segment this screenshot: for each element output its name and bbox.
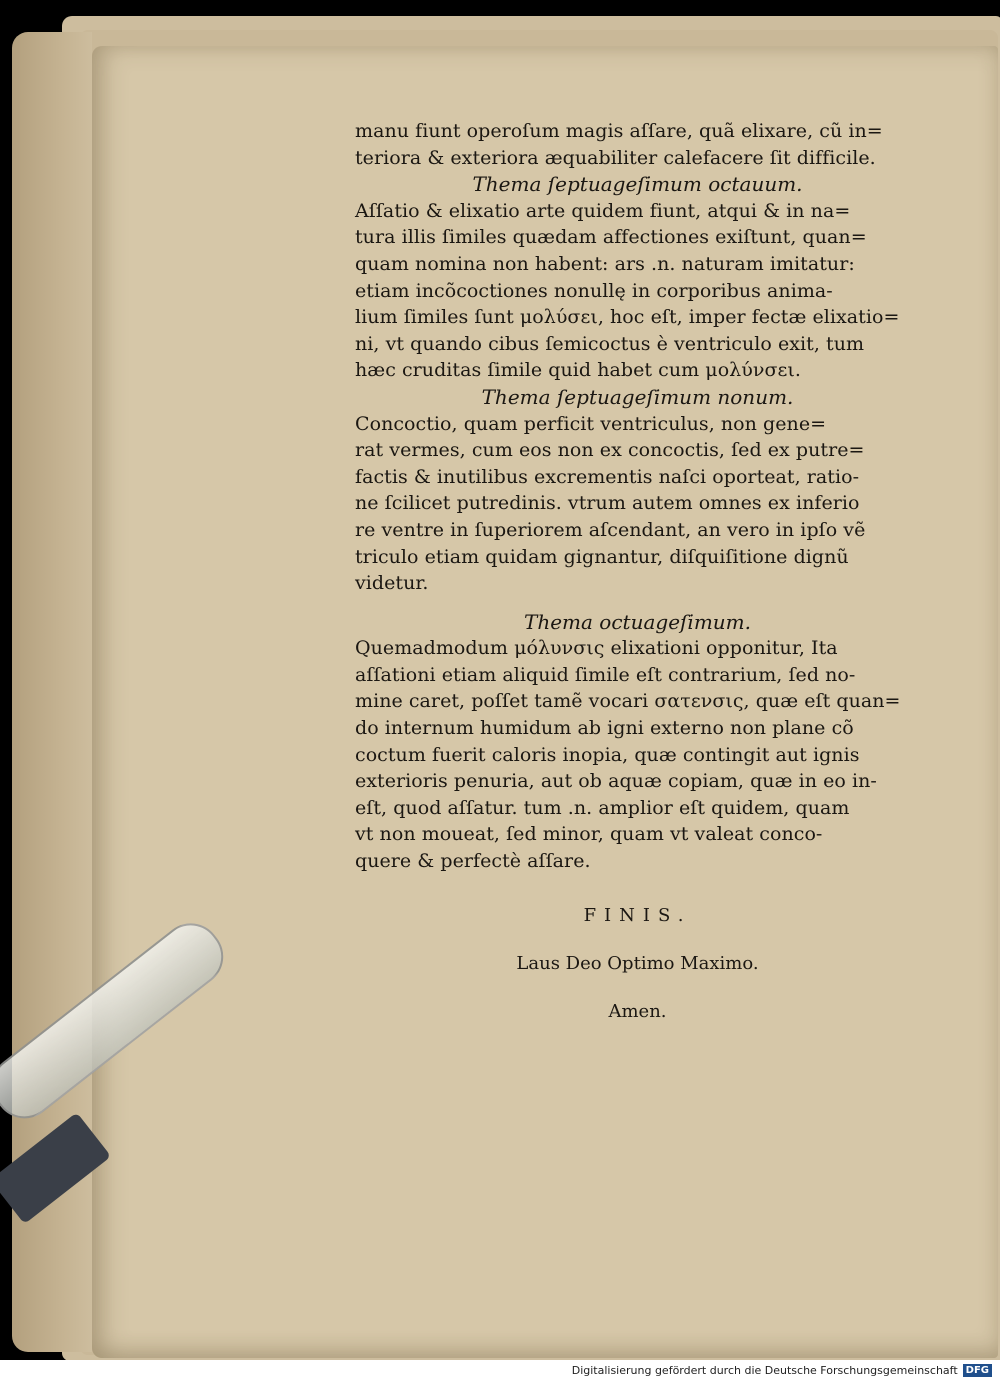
text-line: triculo etiam quidam gignantur, diſquiſitione dignũ — [355, 545, 849, 568]
text-line: do internum humidum ab igni externo non plane cõ — [355, 717, 854, 740]
text-line: teriora & exteriora æquabiliter calefacere ſit difficile. — [355, 146, 876, 169]
text-line: ne ſcilicet putredinis. vtrum autem omnes ex inferio — [355, 492, 860, 515]
text-line: re ventre in ſuperiorem aſcendant, an vero in ipſo vẽ — [355, 518, 866, 541]
text-line: lium ſimiles ſunt μολύσɛι, hoc eſt, imper fectæ elixatio= — [355, 306, 900, 329]
text-line: eſt, quod aſſatur. tum .n. amplior eſt quidem, quam — [355, 796, 850, 819]
text-line: factis & inutilibus excrementis naſci oporteat, ratio- — [355, 465, 860, 488]
text-line: videtur. — [355, 572, 429, 595]
text-line: etiam incõcoctiones nonullę in corporibus anima- — [355, 279, 833, 302]
section-heading: Thema ſeptuageſimum nonum. — [481, 384, 794, 409]
text-line: manu fiunt operoſum magis aſſare, quã elixare, cũ in= — [355, 120, 883, 142]
text-line: coctum fuerit caloris inopia, quæ contingit aut ignis — [355, 743, 860, 766]
section-heading: Thema ſeptuageſimum octauum. — [472, 172, 803, 197]
text-line: hæc cruditas ſimile quid habet cum μολύνσɛι. — [355, 359, 801, 382]
section-heading: Thema octuageſimum. — [524, 609, 751, 634]
text-line: Aſſatio & elixatio arte quidem fiunt, atqui & in na= — [355, 199, 851, 222]
laus-line: Laus Deo Optimo Maximo. — [516, 952, 759, 974]
text-line: exterioris penuria, aut ob aquæ copiam, quæ in eo in- — [355, 770, 877, 793]
text-line: ni, vt quando cibus ſemicoctus è ventriculo exit, tum — [355, 332, 865, 355]
text-line: Quemadmodum μόλυνσις elixationi opponitur, Ita — [355, 637, 838, 660]
text-line: vt non moueat, ſed minor, quam vt valeat conco- — [355, 823, 823, 846]
text-line: quere & perfectè aſſare. — [355, 850, 591, 873]
text-line: tura illis ſimiles quædam affectiones exiſtunt, quan= — [355, 226, 867, 249]
page-text — [355, 118, 920, 1025]
text-line: mine caret, poſſet tamẽ vocari σατɛνσις, quæ eſt quan= — [355, 690, 901, 713]
dfg-logo-icon: DFG — [963, 1364, 992, 1377]
amen-line: Amen. — [608, 1000, 667, 1022]
footer-credit: Digitalisierung gefördert durch die Deutsche Forschungsgemeinschaft — [571, 1363, 958, 1377]
text-line: rat vermes, cum eos non ex concoctis, ſed ex putre= — [355, 439, 865, 462]
finis-label: FINIS. — [583, 904, 692, 926]
text-line: Concoctio, quam perficit ventriculus, non gene= — [355, 412, 827, 435]
digitization-footer — [0, 1360, 1000, 1380]
text-line: quam nomina non habent: ars .n. naturam imitatur: — [355, 252, 855, 275]
text-line: aſſationi etiam aliquid ſimile eſt contrarium, ſed no- — [355, 663, 856, 686]
